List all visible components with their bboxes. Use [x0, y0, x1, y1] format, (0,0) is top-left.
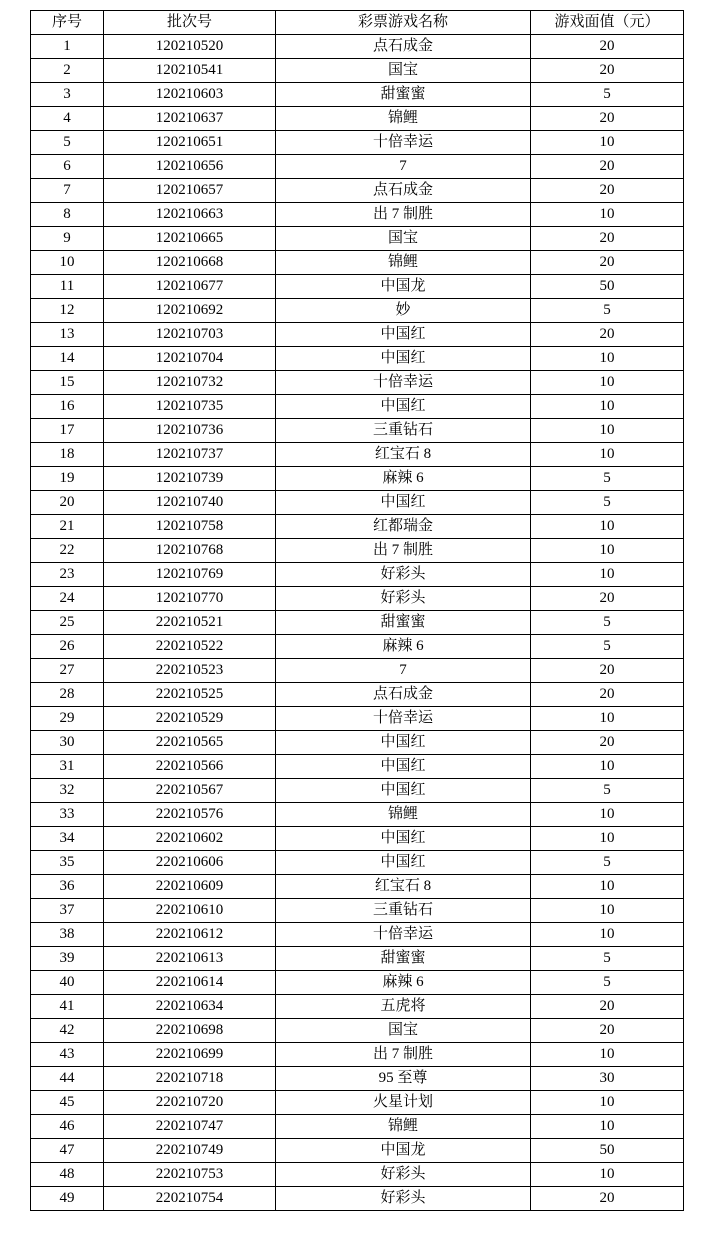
cell-game-name: 中国红	[276, 323, 531, 347]
table-row	[31, 203, 684, 227]
cell-batch-number: 220210749	[104, 1139, 276, 1163]
cell-face-value: 10	[531, 875, 684, 899]
cell-batch-number: 220210610	[104, 899, 276, 923]
table-row	[31, 707, 684, 731]
cell-face-value: 10	[531, 371, 684, 395]
cell-index: 41	[31, 995, 104, 1019]
table-row	[31, 1019, 684, 1043]
table-row	[31, 947, 684, 971]
lottery-games-table	[30, 10, 684, 1211]
cell-face-value: 5	[531, 635, 684, 659]
cell-index: 28	[31, 683, 104, 707]
cell-game-name: 中国龙	[276, 275, 531, 299]
table-row	[31, 491, 684, 515]
cell-face-value: 10	[531, 1091, 684, 1115]
cell-game-name: 麻辣 6	[276, 971, 531, 995]
cell-face-value: 10	[531, 923, 684, 947]
cell-face-value: 5	[531, 779, 684, 803]
cell-game-name: 十倍幸运	[276, 707, 531, 731]
cell-index: 19	[31, 467, 104, 491]
cell-index: 13	[31, 323, 104, 347]
cell-game-name: 出 7 制胜	[276, 203, 531, 227]
cell-face-value: 20	[531, 1187, 684, 1211]
cell-game-name: 锦鲤	[276, 1115, 531, 1139]
cell-face-value: 10	[531, 131, 684, 155]
table-row	[31, 683, 684, 707]
cell-index: 48	[31, 1163, 104, 1187]
cell-game-name: 好彩头	[276, 1163, 531, 1187]
cell-index: 20	[31, 491, 104, 515]
cell-game-name: 火星计划	[276, 1091, 531, 1115]
cell-batch-number: 220210720	[104, 1091, 276, 1115]
table-row	[31, 587, 684, 611]
cell-batch-number: 220210612	[104, 923, 276, 947]
cell-index: 11	[31, 275, 104, 299]
table-row	[31, 131, 684, 155]
cell-index: 36	[31, 875, 104, 899]
cell-face-value: 10	[531, 827, 684, 851]
cell-batch-number: 220210753	[104, 1163, 276, 1187]
cell-game-name: 麻辣 6	[276, 635, 531, 659]
cell-batch-number: 220210613	[104, 947, 276, 971]
cell-game-name: 中国红	[276, 347, 531, 371]
cell-batch-number: 120210737	[104, 443, 276, 467]
cell-game-name: 点石成金	[276, 179, 531, 203]
cell-batch-number: 220210566	[104, 755, 276, 779]
cell-face-value: 50	[531, 1139, 684, 1163]
cell-batch-number: 120210758	[104, 515, 276, 539]
cell-index: 21	[31, 515, 104, 539]
cell-game-name: 十倍幸运	[276, 131, 531, 155]
table-row	[31, 1115, 684, 1139]
cell-game-name: 中国红	[276, 395, 531, 419]
cell-index: 14	[31, 347, 104, 371]
cell-game-name: 国宝	[276, 1019, 531, 1043]
cell-index: 4	[31, 107, 104, 131]
cell-face-value: 20	[531, 731, 684, 755]
cell-batch-number: 120210656	[104, 155, 276, 179]
table-row	[31, 1091, 684, 1115]
cell-game-name: 7	[276, 155, 531, 179]
cell-game-name: 妙	[276, 299, 531, 323]
cell-face-value: 20	[531, 323, 684, 347]
table-row	[31, 395, 684, 419]
cell-game-name: 国宝	[276, 59, 531, 83]
cell-index: 29	[31, 707, 104, 731]
table-row	[31, 539, 684, 563]
table-row	[31, 371, 684, 395]
cell-face-value: 10	[531, 395, 684, 419]
cell-batch-number: 120210657	[104, 179, 276, 203]
cell-batch-number: 220210525	[104, 683, 276, 707]
table-row	[31, 875, 684, 899]
cell-game-name: 麻辣 6	[276, 467, 531, 491]
cell-index: 42	[31, 1019, 104, 1043]
table-row	[31, 59, 684, 83]
cell-face-value: 10	[531, 755, 684, 779]
table-row	[31, 35, 684, 59]
cell-index: 5	[31, 131, 104, 155]
cell-game-name: 红宝石 8	[276, 875, 531, 899]
table-row	[31, 251, 684, 275]
cell-face-value: 20	[531, 1019, 684, 1043]
cell-face-value: 10	[531, 899, 684, 923]
cell-index: 37	[31, 899, 104, 923]
table-row	[31, 755, 684, 779]
cell-face-value: 20	[531, 227, 684, 251]
table-row	[31, 323, 684, 347]
cell-batch-number: 120210637	[104, 107, 276, 131]
cell-face-value: 5	[531, 971, 684, 995]
cell-game-name: 点石成金	[276, 35, 531, 59]
cell-batch-number: 120210651	[104, 131, 276, 155]
cell-index: 16	[31, 395, 104, 419]
cell-index: 17	[31, 419, 104, 443]
cell-index: 10	[31, 251, 104, 275]
table-row	[31, 227, 684, 251]
cell-face-value: 20	[531, 179, 684, 203]
cell-index: 7	[31, 179, 104, 203]
cell-batch-number: 120210768	[104, 539, 276, 563]
table-row	[31, 107, 684, 131]
cell-game-name: 点石成金	[276, 683, 531, 707]
cell-face-value: 20	[531, 35, 684, 59]
cell-index: 25	[31, 611, 104, 635]
cell-face-value: 10	[531, 1163, 684, 1187]
cell-game-name: 中国红	[276, 827, 531, 851]
cell-game-name: 十倍幸运	[276, 371, 531, 395]
cell-index: 45	[31, 1091, 104, 1115]
cell-batch-number: 220210698	[104, 1019, 276, 1043]
cell-batch-number: 220210576	[104, 803, 276, 827]
cell-face-value: 10	[531, 1043, 684, 1067]
cell-index: 43	[31, 1043, 104, 1067]
cell-game-name: 五虎将	[276, 995, 531, 1019]
cell-index: 15	[31, 371, 104, 395]
cell-index: 39	[31, 947, 104, 971]
cell-face-value: 20	[531, 155, 684, 179]
cell-game-name: 红宝石 8	[276, 443, 531, 467]
table-row	[31, 731, 684, 755]
cell-batch-number: 120210739	[104, 467, 276, 491]
cell-face-value: 5	[531, 491, 684, 515]
cell-batch-number: 220210522	[104, 635, 276, 659]
cell-index: 34	[31, 827, 104, 851]
cell-batch-number: 220210614	[104, 971, 276, 995]
cell-face-value: 10	[531, 347, 684, 371]
cell-batch-number: 120210736	[104, 419, 276, 443]
cell-index: 30	[31, 731, 104, 755]
table-row	[31, 971, 684, 995]
column-header-game-name: 彩票游戏名称	[276, 11, 531, 35]
cell-face-value: 10	[531, 563, 684, 587]
cell-game-name: 中国红	[276, 491, 531, 515]
table-row	[31, 299, 684, 323]
cell-face-value: 10	[531, 803, 684, 827]
cell-batch-number: 120210732	[104, 371, 276, 395]
cell-game-name: 好彩头	[276, 587, 531, 611]
cell-index: 31	[31, 755, 104, 779]
cell-batch-number: 120210692	[104, 299, 276, 323]
table-row	[31, 419, 684, 443]
cell-game-name: 中国红	[276, 755, 531, 779]
cell-game-name: 7	[276, 659, 531, 683]
cell-game-name: 锦鲤	[276, 803, 531, 827]
table-row	[31, 803, 684, 827]
cell-face-value: 10	[531, 443, 684, 467]
table-row	[31, 179, 684, 203]
cell-index: 3	[31, 83, 104, 107]
cell-batch-number: 120210665	[104, 227, 276, 251]
cell-index: 9	[31, 227, 104, 251]
cell-index: 6	[31, 155, 104, 179]
table-row	[31, 275, 684, 299]
lottery-table-body	[31, 35, 684, 1211]
cell-face-value: 5	[531, 611, 684, 635]
cell-face-value: 5	[531, 83, 684, 107]
cell-game-name: 十倍幸运	[276, 923, 531, 947]
cell-face-value: 20	[531, 587, 684, 611]
cell-batch-number: 220210565	[104, 731, 276, 755]
cell-index: 18	[31, 443, 104, 467]
cell-game-name: 甜蜜蜜	[276, 947, 531, 971]
cell-batch-number: 220210523	[104, 659, 276, 683]
cell-game-name: 中国红	[276, 779, 531, 803]
cell-index: 38	[31, 923, 104, 947]
cell-face-value: 10	[531, 539, 684, 563]
cell-face-value: 20	[531, 251, 684, 275]
cell-face-value: 50	[531, 275, 684, 299]
cell-index: 22	[31, 539, 104, 563]
table-row	[31, 1139, 684, 1163]
cell-game-name: 国宝	[276, 227, 531, 251]
cell-batch-number: 120210663	[104, 203, 276, 227]
cell-index: 46	[31, 1115, 104, 1139]
cell-index: 47	[31, 1139, 104, 1163]
cell-index: 24	[31, 587, 104, 611]
table-row	[31, 611, 684, 635]
cell-face-value: 20	[531, 995, 684, 1019]
cell-batch-number: 120210677	[104, 275, 276, 299]
cell-batch-number: 120210520	[104, 35, 276, 59]
table-row	[31, 995, 684, 1019]
cell-game-name: 好彩头	[276, 1187, 531, 1211]
cell-index: 49	[31, 1187, 104, 1211]
cell-batch-number: 120210770	[104, 587, 276, 611]
cell-face-value: 20	[531, 59, 684, 83]
cell-batch-number: 120210703	[104, 323, 276, 347]
table-row	[31, 515, 684, 539]
cell-index: 44	[31, 1067, 104, 1091]
cell-face-value: 20	[531, 683, 684, 707]
table-row	[31, 467, 684, 491]
cell-game-name: 三重钻石	[276, 419, 531, 443]
cell-batch-number: 120210769	[104, 563, 276, 587]
cell-face-value: 30	[531, 1067, 684, 1091]
cell-batch-number: 220210609	[104, 875, 276, 899]
cell-face-value: 20	[531, 107, 684, 131]
cell-face-value: 5	[531, 947, 684, 971]
cell-index: 26	[31, 635, 104, 659]
table-row	[31, 659, 684, 683]
column-header-index: 序号	[31, 11, 104, 35]
column-header-face-value: 游戏面值（元）	[531, 11, 684, 35]
cell-face-value: 10	[531, 515, 684, 539]
cell-face-value: 5	[531, 467, 684, 491]
cell-face-value: 5	[531, 851, 684, 875]
cell-game-name: 甜蜜蜜	[276, 83, 531, 107]
cell-index: 35	[31, 851, 104, 875]
table-row	[31, 347, 684, 371]
table-row	[31, 899, 684, 923]
table-row	[31, 827, 684, 851]
cell-game-name: 中国龙	[276, 1139, 531, 1163]
cell-batch-number: 220210747	[104, 1115, 276, 1139]
table-row	[31, 635, 684, 659]
cell-game-name: 出 7 制胜	[276, 539, 531, 563]
cell-game-name: 中国红	[276, 851, 531, 875]
table-row	[31, 1163, 684, 1187]
column-header-batch-number: 批次号	[104, 11, 276, 35]
cell-game-name: 锦鲤	[276, 107, 531, 131]
table-row	[31, 851, 684, 875]
cell-batch-number: 120210704	[104, 347, 276, 371]
cell-batch-number: 120210603	[104, 83, 276, 107]
cell-game-name: 三重钻石	[276, 899, 531, 923]
cell-batch-number: 220210718	[104, 1067, 276, 1091]
cell-index: 23	[31, 563, 104, 587]
cell-game-name: 甜蜜蜜	[276, 611, 531, 635]
cell-batch-number: 220210521	[104, 611, 276, 635]
cell-batch-number: 120210541	[104, 59, 276, 83]
table-row	[31, 1043, 684, 1067]
cell-index: 1	[31, 35, 104, 59]
table-row	[31, 83, 684, 107]
cell-index: 33	[31, 803, 104, 827]
cell-game-name: 红都瑞金	[276, 515, 531, 539]
cell-batch-number: 120210668	[104, 251, 276, 275]
cell-game-name: 95 至尊	[276, 1067, 531, 1091]
cell-index: 2	[31, 59, 104, 83]
cell-face-value: 10	[531, 1115, 684, 1139]
cell-face-value: 10	[531, 203, 684, 227]
cell-game-name: 出 7 制胜	[276, 1043, 531, 1067]
cell-batch-number: 120210735	[104, 395, 276, 419]
cell-batch-number: 220210634	[104, 995, 276, 1019]
table-row	[31, 779, 684, 803]
cell-index: 40	[31, 971, 104, 995]
cell-batch-number: 220210567	[104, 779, 276, 803]
cell-face-value: 20	[531, 659, 684, 683]
table-row	[31, 155, 684, 179]
table-row	[31, 563, 684, 587]
table-row	[31, 1067, 684, 1091]
cell-game-name: 中国红	[276, 731, 531, 755]
cell-game-name: 好彩头	[276, 563, 531, 587]
cell-batch-number: 220210606	[104, 851, 276, 875]
cell-index: 12	[31, 299, 104, 323]
cell-face-value: 10	[531, 419, 684, 443]
table-row	[31, 443, 684, 467]
cell-index: 27	[31, 659, 104, 683]
cell-batch-number: 220210602	[104, 827, 276, 851]
table-row	[31, 1187, 684, 1211]
cell-index: 32	[31, 779, 104, 803]
cell-batch-number: 120210740	[104, 491, 276, 515]
cell-batch-number: 220210529	[104, 707, 276, 731]
cell-face-value: 5	[531, 299, 684, 323]
cell-batch-number: 220210699	[104, 1043, 276, 1067]
cell-face-value: 10	[531, 707, 684, 731]
cell-game-name: 锦鲤	[276, 251, 531, 275]
cell-index: 8	[31, 203, 104, 227]
table-header-row	[31, 11, 684, 35]
table-row	[31, 923, 684, 947]
cell-batch-number: 220210754	[104, 1187, 276, 1211]
